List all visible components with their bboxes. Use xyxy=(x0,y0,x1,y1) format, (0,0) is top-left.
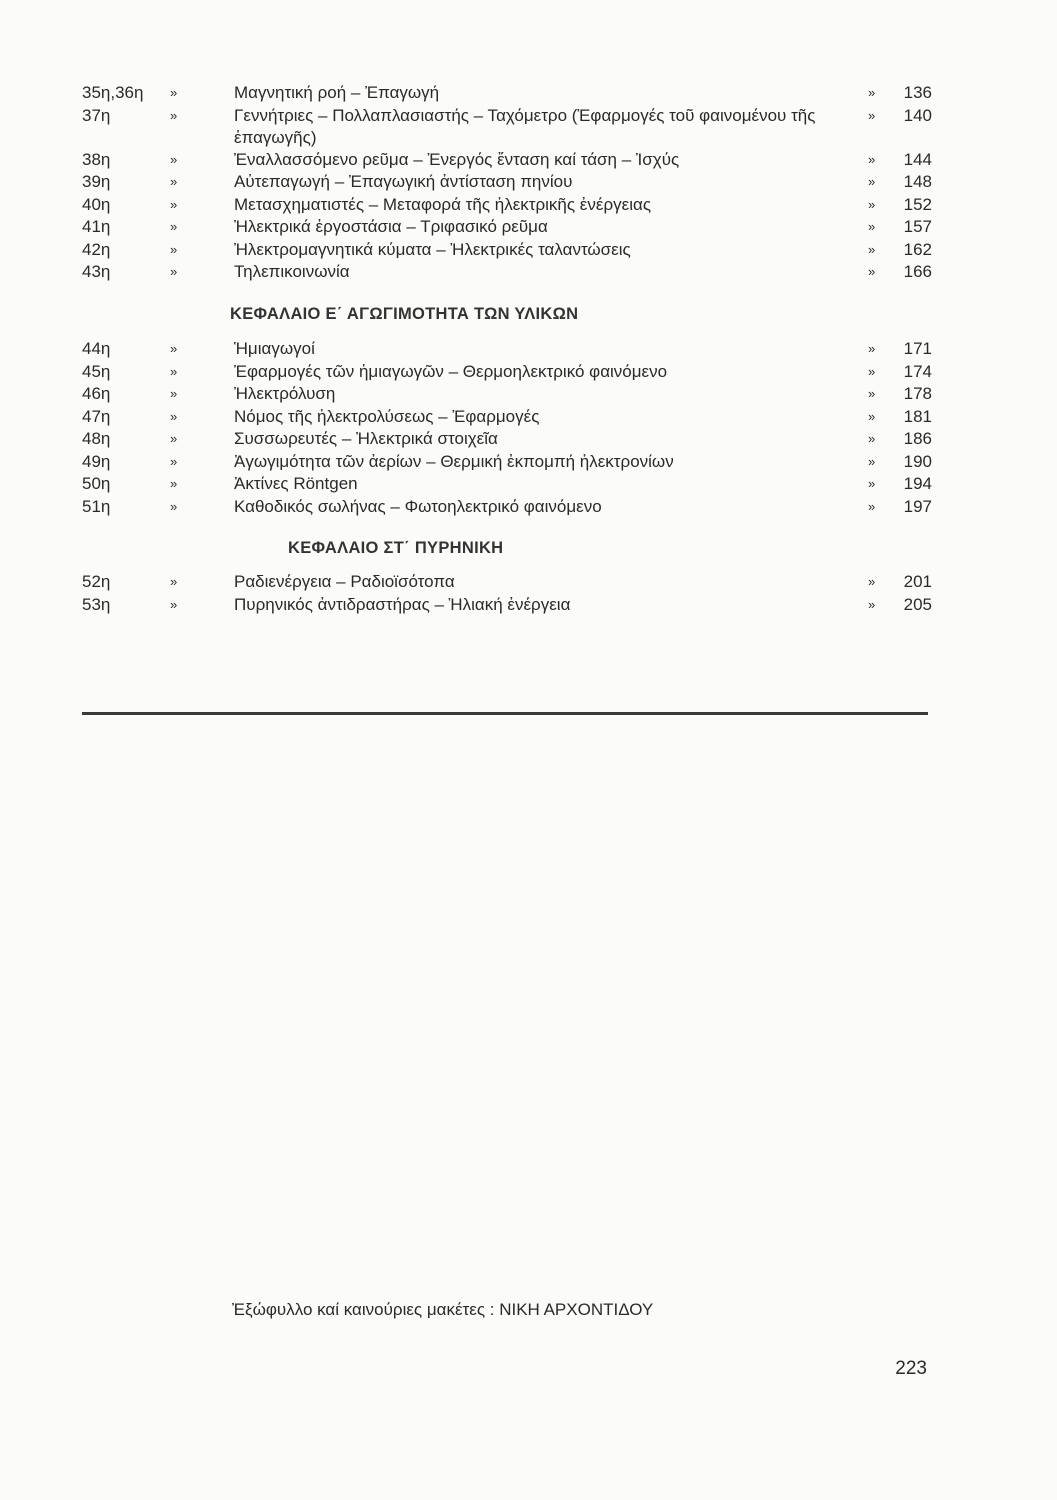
ditto-mark: » xyxy=(170,574,178,589)
ditto-mark: » xyxy=(170,174,178,189)
lesson-number: 47η xyxy=(82,406,111,426)
lesson-title: Πυρηνικός ἀντιδραστήρας – Ἡλιακή ἐνέργεια xyxy=(234,594,571,614)
lesson-number: 40η xyxy=(82,194,111,214)
lesson-number: 45η xyxy=(82,361,111,381)
lesson-number: 41η xyxy=(82,217,111,236)
page-reference: 194 xyxy=(903,474,932,493)
lesson-title: Ἠλεκτρικά ἐργοστάσια – Τριφασικό ρεῦμα xyxy=(234,217,548,236)
lesson-title: Μετασχηματιστές – Μεταφορά τῆς ἠλεκτρικῆς ἐνέργειας xyxy=(234,194,652,214)
page-reference: 144 xyxy=(903,149,932,169)
lesson-number: 49η xyxy=(82,451,111,471)
page-ditto-mark: » xyxy=(868,408,876,424)
page-ditto-mark: » xyxy=(868,151,876,167)
page-ditto-mark: » xyxy=(868,219,876,234)
lesson-title: Μαγνητική ροή – Ἐπαγωγή xyxy=(234,83,440,102)
toc-row xyxy=(82,239,932,262)
toc-row xyxy=(82,496,932,519)
lesson-number: 35η,36η xyxy=(82,83,144,102)
page-reference: 152 xyxy=(903,194,932,214)
page-number: 223 xyxy=(895,1358,927,1379)
page-reference: 162 xyxy=(903,239,932,259)
ditto-mark: » xyxy=(170,408,178,424)
toc-row xyxy=(82,383,932,406)
lesson-title: Ἠλεκτρομαγνητικά κύματα – Ἠλεκτρικές ταλαντώσεις xyxy=(234,239,631,259)
horizontal-rule xyxy=(82,712,928,715)
toc-row xyxy=(82,338,932,361)
chapter-heading: ΚΕΦΑΛΑΙΟ Ε΄ ΑΓΩΓΙΜΟΤΗΤΑ ΤΩΝ ΥΛΙΚΩΝ xyxy=(230,305,579,323)
page-ditto-mark: » xyxy=(868,174,876,189)
lesson-title: Νόμος τῆς ἠλεκτρολύσεως – Ἐφαρμογές xyxy=(234,406,540,426)
lesson-title: Ἡμιαγωγοί xyxy=(234,339,315,358)
toc-row xyxy=(82,216,932,239)
page-reference: 186 xyxy=(903,429,932,448)
toc-row xyxy=(82,82,932,105)
ditto-mark: » xyxy=(170,219,178,234)
lesson-number: 42η xyxy=(82,239,111,259)
toc-row xyxy=(82,571,932,594)
lesson-title: Ἀγωγιμότητα τῶν ἀερίων – Θερμική ἐκπομπή ἠλεκτρονίων xyxy=(234,451,674,471)
toc-row xyxy=(82,149,932,172)
page-ditto-mark: » xyxy=(868,107,876,123)
lesson-title: Ἐφαρμογές τῶν ἡμιαγωγῶν – Θερμοηλεκτρικό φαινόμενο xyxy=(234,361,668,381)
lesson-number: 50η xyxy=(82,474,111,493)
lesson-title: Συσσωρευτές – Ἠλεκτρικά στοιχεῖα xyxy=(234,429,498,448)
toc-section-1 xyxy=(82,82,932,284)
page-ditto-mark: » xyxy=(868,476,876,491)
page-reference: 140 xyxy=(903,105,932,125)
page-ditto-mark: » xyxy=(868,341,876,356)
lesson-number: 38η xyxy=(82,149,111,169)
ditto-mark: » xyxy=(170,453,178,469)
page-reference: 190 xyxy=(903,451,932,471)
toc-row xyxy=(82,473,932,496)
page-ditto-mark: » xyxy=(868,431,876,446)
lesson-title: Ἀκτίνες Röntgen xyxy=(234,474,358,493)
toc-row xyxy=(82,406,932,429)
lesson-number: 43η xyxy=(82,262,111,281)
page-ditto-mark: » xyxy=(868,196,876,212)
page-reference: 181 xyxy=(903,406,932,426)
toc-row xyxy=(82,194,932,217)
ditto-mark: » xyxy=(170,431,178,446)
ditto-mark: » xyxy=(170,85,178,100)
page-reference: 148 xyxy=(903,172,932,191)
page-reference: 171 xyxy=(903,339,932,358)
lesson-title: Τηλεπικοινωνία xyxy=(234,262,350,281)
page-reference: 136 xyxy=(903,83,932,102)
lesson-title: Ἐναλλασσόμενο ρεῦμα – Ἐνεργός ἔνταση καί τάση – Ἰσχύς xyxy=(234,149,680,169)
ditto-mark: » xyxy=(170,107,178,123)
ditto-mark: » xyxy=(170,341,178,356)
toc-row xyxy=(82,261,932,284)
toc-row xyxy=(82,594,932,617)
page-ditto-mark: » xyxy=(868,596,876,612)
page-reference: 201 xyxy=(903,572,932,591)
page-ditto-mark: » xyxy=(868,264,876,279)
ditto-mark: » xyxy=(170,241,178,257)
ditto-mark: » xyxy=(170,596,178,612)
lesson-number: 51η xyxy=(82,496,111,516)
chapter-heading: ΚΕΦΑΛΑΙΟ ΣΤ΄ ΠΥΡΗΝΙΚΗ xyxy=(288,539,504,557)
ditto-mark: » xyxy=(170,363,178,379)
toc-row xyxy=(82,171,932,194)
page-ditto-mark: » xyxy=(868,574,876,589)
page-reference: 157 xyxy=(903,217,932,236)
page-ditto-mark: » xyxy=(868,363,876,379)
page-reference: 174 xyxy=(903,361,932,381)
page-ditto-mark: » xyxy=(868,241,876,257)
lesson-title: Καθοδικός σωλήνας – Φωτοηλεκτρικό φαινόμενο xyxy=(234,496,602,516)
toc-row xyxy=(82,451,932,474)
ditto-mark: » xyxy=(170,476,178,491)
lesson-title: Ραδιενέργεια – Ραδιοϊσότοπα xyxy=(234,572,455,591)
ditto-mark: » xyxy=(170,196,178,212)
lesson-number: 44η xyxy=(82,339,111,358)
page-ditto-mark: » xyxy=(868,85,876,100)
toc-section-2 xyxy=(82,338,932,518)
page-reference: 166 xyxy=(903,262,932,281)
lesson-title: Ἠλεκτρόλυση xyxy=(234,384,336,403)
lesson-title: Γεννήτριες – Πολλαπλασιαστής – Ταχόμετρο (Ἐφαρμογές τοῦ φαινομένου τῆς ἐπαγωγῆς) xyxy=(234,105,816,147)
page-ditto-mark: » xyxy=(868,498,876,514)
ditto-mark: » xyxy=(170,386,178,401)
page-reference: 178 xyxy=(903,384,932,403)
ditto-mark: » xyxy=(170,264,178,279)
lesson-number: 39η xyxy=(82,172,111,191)
lesson-number: 53η xyxy=(82,594,111,614)
lesson-number: 37η xyxy=(82,105,111,125)
toc-row xyxy=(82,105,932,149)
page-ditto-mark: » xyxy=(868,386,876,401)
lesson-number: 52η xyxy=(82,572,111,591)
toc-row xyxy=(82,428,932,451)
lesson-title: Αὐτεπαγωγή – Ἐπαγωγική ἀντίσταση πηνίου xyxy=(234,172,573,191)
ditto-mark: » xyxy=(170,151,178,167)
lesson-number: 48η xyxy=(82,429,111,448)
lesson-number: 46η xyxy=(82,384,111,403)
toc-section-3 xyxy=(82,571,932,616)
page-reference: 205 xyxy=(903,594,932,614)
toc-row xyxy=(82,361,932,384)
cover-credits: Ἐξώφυλλο καί καινούριες μακέτες : ΝΙΚΗ ΑΡΧΟΝΤΙΔΟΥ xyxy=(232,1300,654,1319)
page-reference: 197 xyxy=(903,496,932,516)
page-ditto-mark: » xyxy=(868,453,876,469)
ditto-mark: » xyxy=(170,498,178,514)
